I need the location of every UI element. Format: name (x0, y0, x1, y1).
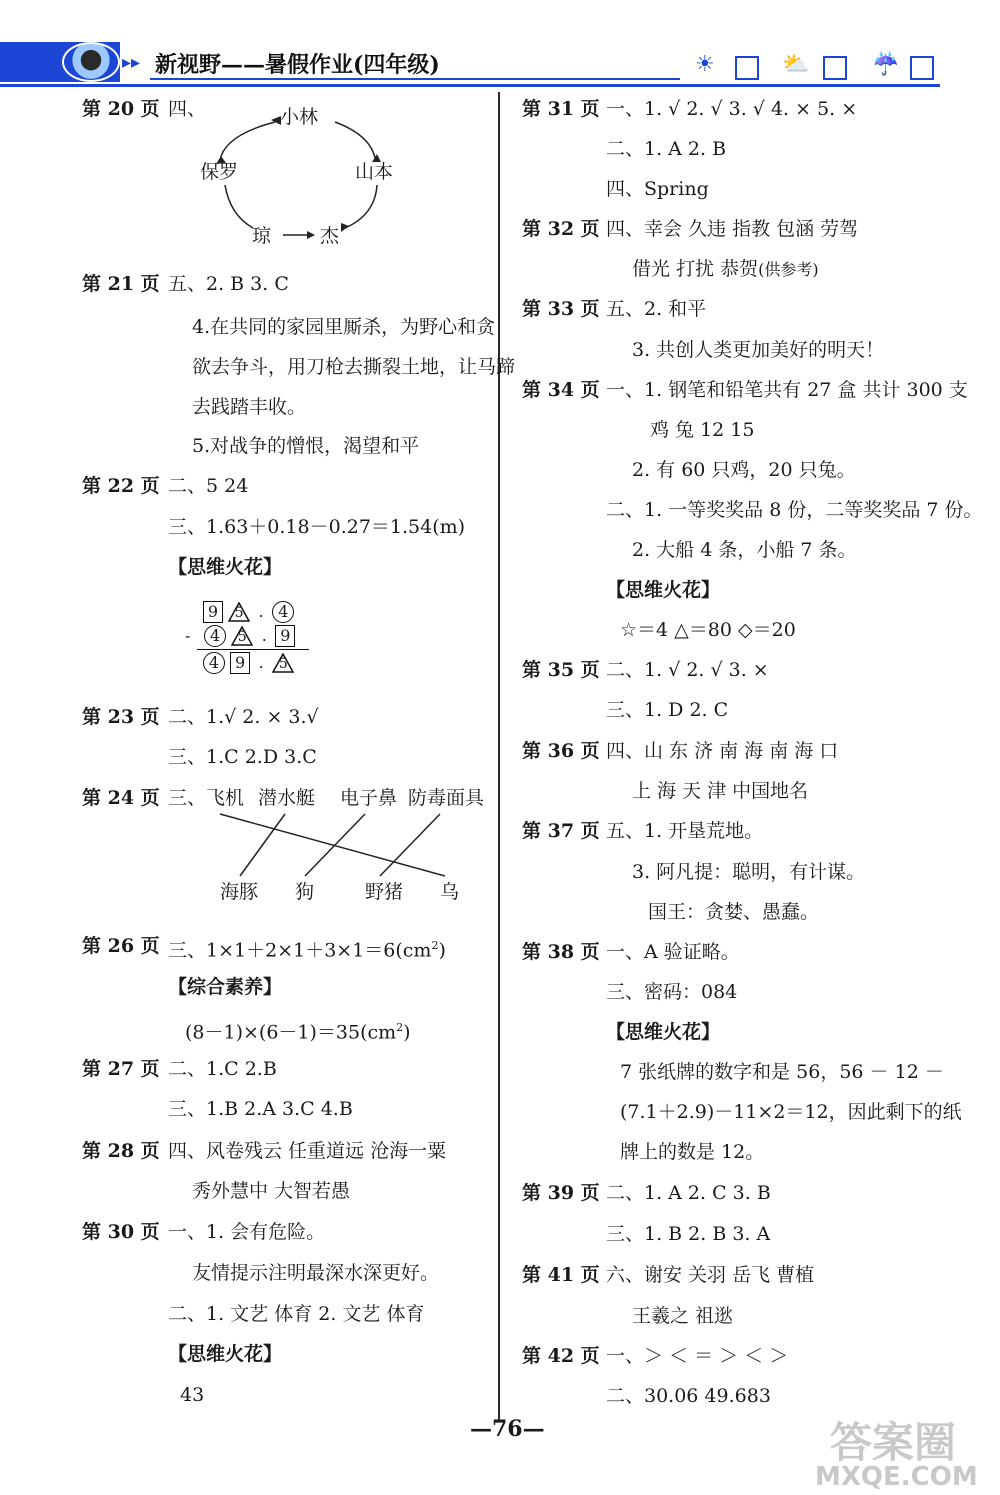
answer-line: 六、谢安 关羽 岳飞 曹植 (606, 1264, 815, 1286)
answer-line: 二、1. A 2. B (606, 138, 727, 160)
answer-line: 5.对战争的憎恨，渴望和平 (192, 435, 420, 457)
answer-line: $(8-1)\times(6-1)=35(cm^2)$ (185, 1021, 411, 1044)
triangle-digit: 5 (228, 602, 250, 622)
answer-line: 三、$1\times 1+2\times 1+3\times 1=6(cm^2)$ (168, 939, 446, 962)
square-digit: 9 (275, 625, 295, 647)
cycle-node: 杰 (320, 225, 340, 247)
answer-line: 三、1.C 2.D 3.C (168, 746, 317, 768)
answer-line: 一、＞ ＜ ＝ ＞ ＜ ＞ (606, 1345, 789, 1367)
answer-line: 一、A 验证略。 (606, 941, 740, 963)
page-label-32: 第 32 页 (522, 218, 600, 240)
page-label-41: 第 41 页 (522, 1264, 600, 1286)
answer-line: 欲去争斗，用刀枪去撕裂土地，让马蹄 (192, 356, 516, 378)
page-label-30: 第 30 页 (82, 1221, 160, 1243)
section-heading: 【思维火花】 (606, 1021, 721, 1043)
header-title: 新视野——暑假作业(四年级) (155, 52, 440, 78)
section-heading: 【思维火花】 (168, 1343, 283, 1365)
section-heading: 【思维火花】 (168, 556, 283, 578)
answer-line: 三、1. D 2. C (606, 699, 729, 721)
answer-line: 秀外慧中 大智若愚 (192, 1180, 351, 1202)
page-label-20: 第 20 页 (82, 98, 160, 120)
answer-line: 二、1.C 2.B (168, 1058, 277, 1080)
page-label-24: 第 24 页 (82, 787, 160, 809)
match-top: 潜水艇 (258, 787, 316, 809)
cloud-sun-icon: ⛅ (782, 52, 810, 77)
answer-line: 二、1. 一等奖奖品 8 份，二等奖奖品 7 份。 (606, 499, 983, 521)
answer-line: 二、1. 文艺 体育 2. 文艺 体育 (168, 1303, 425, 1325)
answer-line: 国王：贪婪、愚蠢。 (648, 901, 820, 923)
triangle-digit: 5 (231, 626, 253, 646)
answer-line: 三、1.B 2.A 3.C 4.B (168, 1098, 353, 1120)
cycle-node: 山本 (355, 161, 394, 183)
cycle-node: 小林 (280, 106, 319, 128)
answer-line: 王羲之 祖逖 (632, 1305, 734, 1327)
page-label-23: 第 23 页 (82, 706, 160, 728)
sun-icon: ☀ (695, 52, 715, 77)
answer-line: 一、1. √ 2. √ 3. √ 4. × 5. × (606, 98, 858, 120)
answer-line: 4.在共同的家园里厮杀，为野心和贪 (192, 316, 496, 338)
match-bottom: 野猪 (365, 881, 404, 903)
answer-line: 二、5 24 (168, 475, 249, 497)
page-label-35: 第 35 页 (522, 659, 600, 681)
page-label-39: 第 39 页 (522, 1182, 600, 1204)
answer-line: 一、1. 会有危险。 (168, 1221, 326, 1243)
answer-line: 3. 共创人类更加美好的明天！ (632, 339, 885, 361)
page-label-21: 第 21 页 (82, 273, 160, 295)
answer-line: 去践踏丰收。 (192, 396, 307, 418)
answer-line: 鸡 兔 12 15 (650, 419, 755, 441)
subtraction-puzzle: 9 5 . 4 - 4 5 . 9 4 9 . 5 (203, 601, 309, 676)
square-digit: 9 (230, 652, 250, 674)
answer-line: 43 (180, 1384, 205, 1406)
match-bottom: 狗 (295, 881, 315, 903)
page-label-36: 第 36 页 (522, 740, 600, 762)
answer-line: 友情提示注明最深水深更好。 (192, 1262, 440, 1284)
triangle-digit: 5 (272, 653, 294, 673)
page-label-28: 第 28 页 (82, 1140, 160, 1162)
rain-icon: ☔ (872, 52, 900, 77)
answer-line: 四、风卷残云 任重道远 沧海一粟 (168, 1140, 447, 1162)
match-top: 防毒面具 (408, 787, 485, 809)
matching-lines (200, 808, 470, 880)
answer-line: ☆＝4 △＝80 ◇＝20 (620, 619, 796, 641)
page-label-22: 第 22 页 (82, 475, 160, 497)
square-digit: 9 (203, 601, 223, 623)
answer-line: 三、1. B 2. B 3. A (606, 1223, 771, 1245)
header-rule (0, 84, 940, 87)
answer-line: 二、1.√ 2. × 3.√ (168, 706, 319, 728)
page-label-37: 第 37 页 (522, 820, 600, 842)
weather-checkbox-sun[interactable] (735, 56, 759, 80)
page-label-42: 第 42 页 (522, 1345, 600, 1367)
section-head: 四、 (168, 98, 207, 120)
page-label-27: 第 27 页 (82, 1058, 160, 1080)
match-top: 电子鼻 (340, 787, 398, 809)
answer-line: 7 张纸牌的数字和是 56，56 － 12 － (620, 1061, 944, 1083)
cycle-node: 保罗 (200, 161, 239, 183)
answer-line: 五、2. 和平 (606, 298, 707, 320)
answer-line: 三、飞机 (168, 787, 245, 809)
circle-digit: 4 (204, 625, 226, 647)
watermark-logo: 答案圈 (830, 1418, 957, 1467)
answer-line: 五、2. B 3. C (168, 273, 289, 295)
page-number: —76— (470, 1416, 545, 1442)
circle-digit: 4 (203, 652, 225, 674)
page-label-34: 第 34 页 (522, 379, 600, 401)
answer-line: 一、1. 钢笔和铅笔共有 27 盒 共计 300 支 (606, 379, 968, 401)
answer-line: 四、山 东 济 南 海 南 海 口 (606, 740, 839, 762)
answer-line: 三、密码：084 (606, 981, 738, 1003)
answer-line: 二、1. A 2. C 3. B (606, 1182, 771, 1204)
header-underline (150, 78, 680, 80)
answer-line: 二、30.06 49.683 (606, 1385, 771, 1407)
answer-line: 三、1.63＋0.18－0.27＝1.54(m) (168, 516, 466, 538)
answer-line: 牌上的数是 12。 (620, 1141, 765, 1163)
match-bottom: 海豚 (220, 881, 259, 903)
arrow-icon: ▸▸ (122, 52, 141, 73)
answer-line: 五、1. 开垦荒地。 (606, 820, 764, 842)
page-label-26: 第 26 页 (82, 935, 160, 957)
circle-digit: 4 (272, 601, 294, 623)
column-divider (498, 92, 500, 1422)
section-heading: 【综合素养】 (168, 976, 283, 998)
page-label-38: 第 38 页 (522, 941, 600, 963)
answer-line: 二、1. √ 2. √ 3. × (606, 659, 769, 681)
answer-line: 2. 有 60 只鸡，20 只兔。 (632, 459, 856, 481)
answer-line: 借光 打扰 恭贺(供参考) (632, 258, 819, 280)
page-label-33: 第 33 页 (522, 298, 600, 320)
weather-checkbox-cloud[interactable] (823, 56, 847, 80)
answer-line: 上 海 天 津 中国地名 (632, 780, 809, 802)
cycle-node: 琼 (252, 225, 272, 247)
page-label-31: 第 31 页 (522, 98, 600, 120)
section-heading: 【思维火花】 (606, 579, 721, 601)
answer-line: 3. 阿凡提：聪明，有计谋。 (632, 861, 866, 883)
answer-line: (7.1＋2.9)－11×2＝12，因此剩下的纸 (620, 1101, 962, 1123)
logo-icon (62, 42, 120, 82)
answer-line: 四、幸会 久违 指教 包涵 劳驾 (606, 218, 859, 240)
weather-checkbox-rain[interactable] (910, 56, 934, 80)
match-bottom: 乌 (440, 881, 460, 903)
answer-line: 2. 大船 4 条，小船 7 条。 (632, 539, 857, 561)
watermark-url: MXQE.COM (815, 1462, 978, 1492)
answer-line: 四、Spring (606, 178, 709, 200)
